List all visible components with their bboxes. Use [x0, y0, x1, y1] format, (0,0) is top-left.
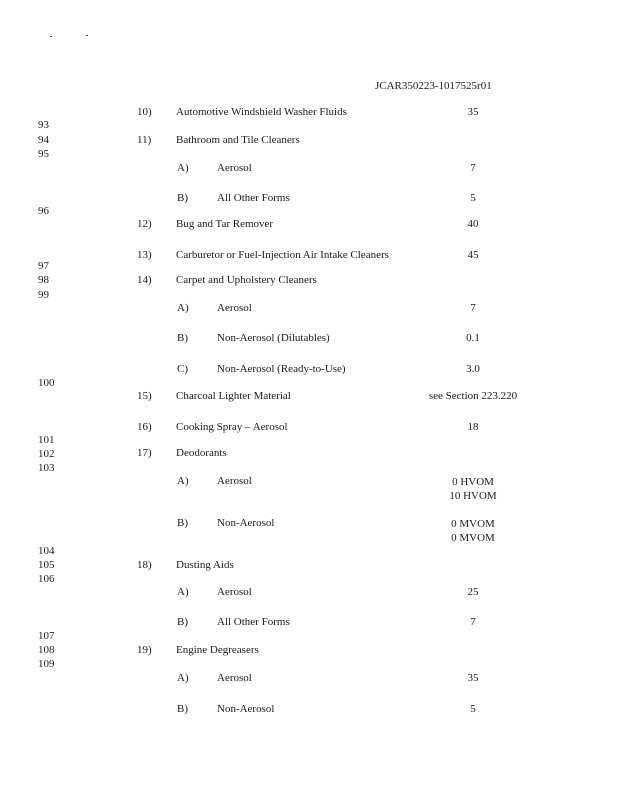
sub-item-letter: B)	[177, 332, 188, 344]
item-label: Cooking Spray – Aerosol	[176, 421, 288, 433]
sub-item-letter: C)	[177, 363, 188, 375]
item-value: 25	[467, 586, 479, 598]
item-number: 14)	[137, 274, 152, 286]
item-value: 5	[470, 703, 476, 715]
sub-item-label: Non-Aerosol	[217, 703, 275, 715]
item-value: 7	[470, 616, 476, 628]
item-number: 16)	[137, 421, 152, 433]
sub-item-letter: A)	[177, 586, 189, 598]
item-value: 0.1	[466, 332, 480, 344]
item-number: 13)	[137, 249, 152, 261]
item-number: 15)	[137, 390, 152, 402]
line-number: 106	[38, 573, 55, 585]
item-value: 40	[467, 218, 479, 230]
item-value: 7	[470, 302, 476, 314]
sub-item-label: Aerosol	[217, 586, 252, 598]
item-value: 3.0	[466, 363, 480, 375]
item-number: 19)	[137, 644, 152, 656]
item-label: Deodorants	[176, 447, 227, 459]
sub-item-label: Aerosol	[217, 672, 252, 684]
line-number: 107	[38, 630, 55, 642]
line-number: 101	[38, 434, 55, 446]
sub-item-label: All Other Forms	[217, 192, 290, 204]
line-number: 98	[38, 274, 49, 286]
sub-item-letter: B)	[177, 517, 188, 529]
item-value-line: 10 HVOM	[449, 490, 497, 502]
document-id: JCAR350223-1017525r01	[375, 80, 492, 92]
item-label: Dusting Aids	[176, 559, 234, 571]
item-label: Engine Degreasers	[176, 644, 259, 656]
line-number: 97	[38, 260, 49, 272]
sub-item-label: Aerosol	[217, 162, 252, 174]
sub-item-label: All Other Forms	[217, 616, 290, 628]
item-value: 45	[467, 249, 479, 261]
item-value: 18	[467, 421, 479, 433]
sub-item-label: Non-Aerosol (Dilutables)	[217, 332, 330, 344]
line-number: 93	[38, 119, 49, 131]
item-value: 7	[470, 162, 476, 174]
item-value: 35	[467, 672, 479, 684]
sub-item-letter: A)	[177, 302, 189, 314]
item-value	[418, 517, 528, 545]
line-number: 108	[38, 644, 55, 656]
item-value-line: 0 HVOM	[452, 476, 494, 488]
line-number: 105	[38, 559, 55, 571]
sub-item-letter: A)	[177, 475, 189, 487]
sub-item-letter: B)	[177, 616, 188, 628]
line-number: 102	[38, 448, 55, 460]
item-number: 18)	[137, 559, 152, 571]
line-number: 109	[38, 658, 55, 670]
item-number: 11)	[137, 134, 152, 146]
line-number: 100	[38, 377, 55, 389]
line-number: 103	[38, 462, 55, 474]
item-value-line: 0 MVOM	[451, 518, 495, 530]
sub-item-letter: B)	[177, 192, 188, 204]
sub-item-letter: B)	[177, 703, 188, 715]
sub-item-label: Non-Aerosol (Ready-to-Use)	[217, 363, 346, 375]
line-number: 96	[38, 205, 49, 217]
item-label: Carpet and Upholstery Cleaners	[176, 274, 317, 286]
line-number: 99	[38, 289, 49, 301]
item-value: see Section 223.220	[428, 390, 518, 402]
sub-item-label: Aerosol	[217, 475, 252, 487]
item-label: Bathroom and Tile Cleaners	[176, 134, 300, 146]
item-value: 35	[467, 106, 479, 118]
item-value-line: 0 MVOM	[451, 532, 495, 544]
line-number: 104	[38, 545, 55, 557]
scan-speck	[86, 35, 88, 36]
line-number: 94	[38, 134, 49, 146]
item-label: Automotive Windshield Washer Fluids	[176, 106, 347, 118]
item-value	[418, 475, 528, 503]
line-number: 95	[38, 148, 49, 160]
item-number: 12)	[137, 218, 152, 230]
item-label: Carburetor or Fuel-Injection Air Intake Cleaners	[176, 249, 389, 261]
item-label: Bug and Tar Remover	[176, 218, 274, 230]
item-label: Charcoal Lighter Material	[176, 390, 291, 402]
sub-item-letter: A)	[177, 672, 189, 684]
sub-item-label: Non-Aerosol	[217, 517, 275, 529]
item-number: 17)	[137, 447, 152, 459]
sub-item-letter: A)	[177, 162, 189, 174]
item-value: 5	[470, 192, 476, 204]
scan-speck	[50, 36, 52, 37]
sub-item-label: Aerosol	[217, 302, 252, 314]
item-number: 10)	[137, 106, 152, 118]
